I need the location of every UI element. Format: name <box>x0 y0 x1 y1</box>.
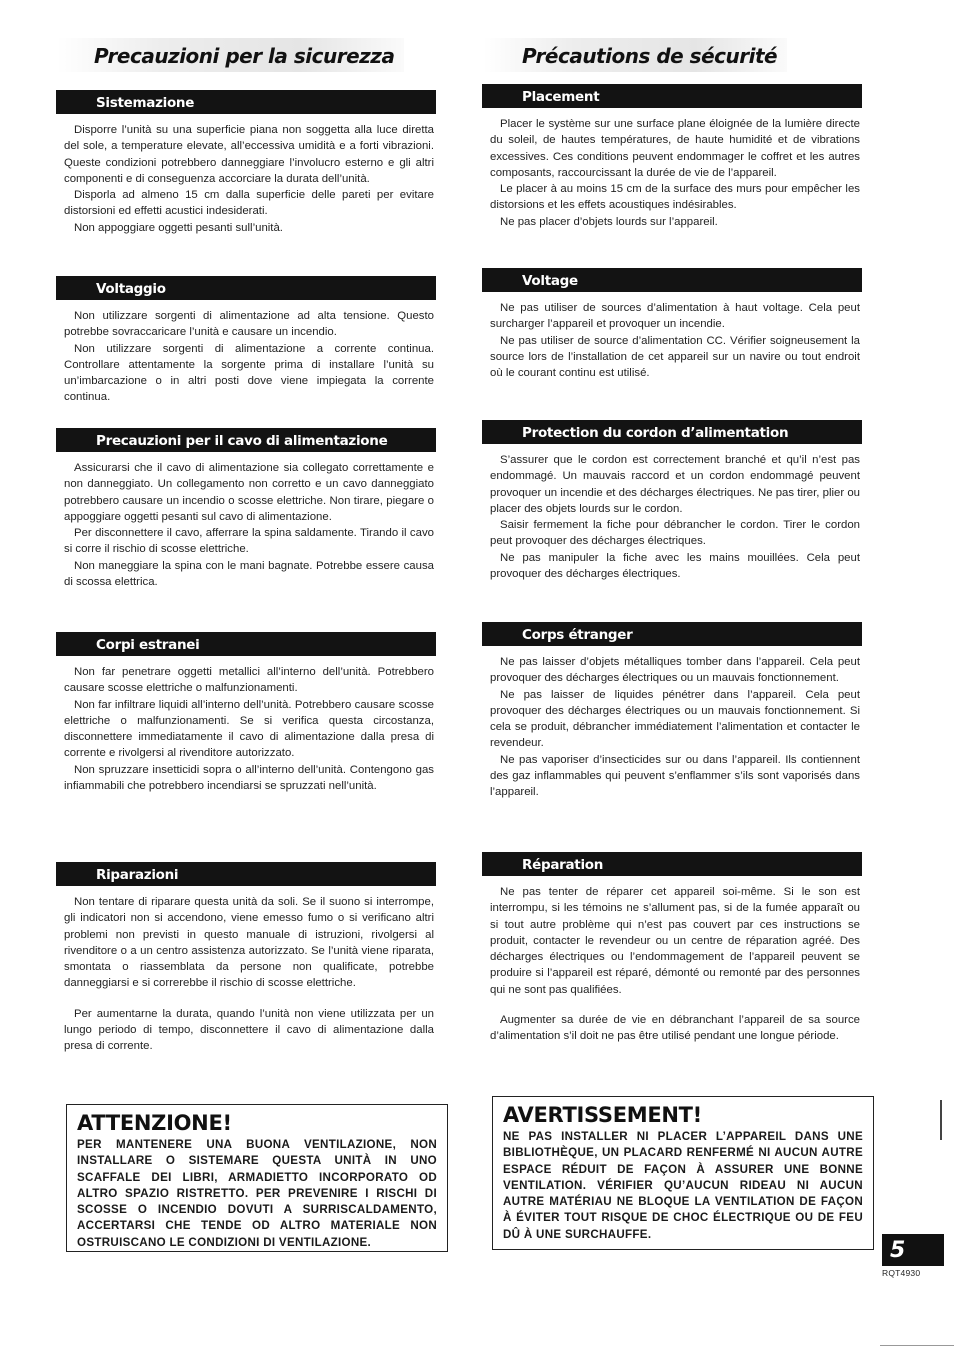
section-heading: Voltage <box>482 268 862 292</box>
section-heading: Voltaggio <box>56 276 436 300</box>
paragraph: Non far penetrare oggetti metallici all’interno dell’unità. Potrebbero causare scosse elettriche o malfunzionamenti. <box>64 666 434 695</box>
paragraph: Ne pas tenter de réparer cet appareil soi-même. Si le son est interrompu, si les témoins ne s’allument pas, si de la fumée apparaît ou si tout autre problème qui n’est pas couvert par ces instructions se produit, contacter le revendeur ou un centre de réparation agréé. Des décharges électriques ou l’endommagement de l’appareil peuvent se produire si l’appareil est réparé, démonté ou remonté par des personnes qui ne sont pas qualifiées. <box>490 886 860 996</box>
paragraph: Non maneggiare la spina con le mani bagnate. Potrebbe essere causa di scossa elettrica. <box>64 559 434 589</box>
section-heading: Corps étranger <box>482 622 862 646</box>
section-heading: Corpi estranei <box>56 632 436 656</box>
section-corpi-estranei <box>56 632 436 794</box>
paragraph: Non appoggiare oggetti pesanti sull’unità. <box>74 221 283 234</box>
page-number: 5 <box>882 1234 944 1266</box>
paragraph: Per disconnettere il cavo, afferrare la spina saldamente. Tirando il cavo si corre il rischio di scosse elettriche. <box>64 527 434 556</box>
paragraph: Non far infiltrare liquidi all’interno dell’unità. Potrebbero causare scosse elettriche o malfunzionamenti. Se si verifica questa circostanza, disconnettere immediatamente il cavo di alimentazione dalla presa di corrente e rivolgersi al rivenditore autorizzato. <box>64 698 434 760</box>
paragraph: Per aumentarne la durata, quando l’unità non viene utilizzata per un lungo periodo di tempo, disconnettere il cavo di alimentazione dalla presa di corrente. <box>64 1007 434 1053</box>
section-heading: Precauzioni per il cavo di alimentazione <box>56 428 436 452</box>
section-body <box>482 108 862 230</box>
paragraph: Non tentare di riparare questa unità da soli. Se il suono si interrompe, gli indicatori non si accendono, viene emesso fumo o si verificano altri problemi non previsti in questo manuale di istruzioni, rivolgersi al rivenditore o a un centro assistenza autorizzato. Se l’unità viene riparata, smontata o riassemblata da persone non qualificate, potrebbe danneggiarsi e si correrebbe il rischio di scosse elettriche. <box>64 896 434 990</box>
paragraph: Ne pas placer d’objets lourds sur l’appareil. <box>500 215 718 228</box>
paragraph: Ne pas manipuler la fiche avec les mains mouillées. Cela peut provoquer des décharges électriques. <box>490 551 860 581</box>
section-body <box>56 656 436 794</box>
section-body <box>56 300 436 406</box>
section-cavo-alimentazione <box>56 428 436 590</box>
section-heading: Protection du cordon d’alimentation <box>482 420 862 444</box>
section-body <box>482 876 862 1045</box>
document-code: RQT4930 <box>882 1268 921 1278</box>
warning-box-italian <box>66 1104 448 1252</box>
warning-title: AVERTISSEMENT! <box>503 1103 702 1127</box>
section-heading: Riparazioni <box>56 862 436 886</box>
paragraph: Disporla ad almeno 15 cm dalla superficie delle pareti per evitare distorsioni ed effetti acustici indesiderati. <box>64 189 434 218</box>
section-sistemazione <box>56 90 436 236</box>
page-title-french: Précautions de sécurité <box>482 38 787 72</box>
paragraph: Le placer à au moins 15 cm de la surface des murs pour empêcher les distorsions et les effets acoustiques indésirables. <box>490 183 860 212</box>
section-body <box>56 114 436 236</box>
section-riparazioni <box>56 862 436 1055</box>
paragraph: Non utilizzare sorgenti di alimentazione ad alta tensione. Questo potrebbe sovraccaricare l’unità e causare un incendio. <box>64 310 434 339</box>
section-heading: Sistemazione <box>56 90 436 114</box>
paragraph: Non utilizzare sorgenti di alimentazione a corrente continua. Controllare attentamente la sorgente prima di installare l’unità su un’imbarcazione o in altri posti dove viene impiegata la corrente continua. <box>64 342 434 404</box>
paragraph: Disporre l’unità su una superficie piana non soggetta alla luce diretta del sole, a temperature elevate, all’eccessiva umidità e a forti vibrazioni. Queste condizioni potrebbero danneggiare l’involucro esterno e gli altri componenti e di conseguenza accorciare la durata dell’unità. <box>64 124 434 185</box>
section-body <box>482 292 862 381</box>
paragraph: Non spruzzare insetticidi sopra o all’interno dell’unità. Contengono gas infiammabili che potrebbero incendiarsi se spruzzati nell’unità. <box>64 763 434 793</box>
section-body <box>482 444 862 582</box>
paragraph: S’assurer que le cordon est correctement branché et qu’il n’est pas endommagé. Un mauvais raccord et un cordon endommagé peuvent provoquer un incendie et des décharges électriques. Ne pas tirer, plier ou placer des objets lourds sur le cordon. <box>490 454 860 515</box>
paragraph: Saisir fermement la fiche pour débrancher le cordon. Tirer le cordon peut provoquer des décharges électriques. <box>490 519 860 548</box>
section-placement <box>482 84 862 230</box>
section-voltaggio <box>56 276 436 406</box>
section-heading: Placement <box>482 84 862 108</box>
section-heading: Réparation <box>482 852 862 876</box>
warning-title: ATTENZIONE! <box>77 1111 232 1135</box>
paragraph: Ne pas vaporiser d’insecticides sur ou dans l’appareil. Ils contiennent des gaz inflammables qui peuvent s’enflammer s’ils sont vaporisés dans l’appareil. <box>490 753 860 799</box>
section-reparation <box>482 852 862 1045</box>
page-edge-mark <box>940 1100 942 1140</box>
paragraph: Augmenter sa durée de vie en débranchant l’appareil de sa source d’alimentation s’il doit ne pas être utilisé pendant une longue période. <box>490 1014 860 1043</box>
paragraph: Placer le système sur une surface plane éloignée de la lumière directe du soleil, de hautes températures, de haute humidité et de vibrations excessives. Ces conditions peuvent endommager le coffret et les autres composants, raccourcissant la durée de vie de l’appareil. <box>490 118 860 179</box>
paragraph: Ne pas laisser d’objets métalliques tomber dans l’appareil. Cela peut provoquer des décharges électriques ou un mauvais fonctionnement. <box>490 656 860 685</box>
section-body <box>56 452 436 590</box>
warning-box-french <box>492 1096 874 1250</box>
page-title-italian: Precauzioni per la sicurezza <box>56 38 404 72</box>
paragraph: Assicurarsi che il cavo di alimentazione sia collegato correttamente e non danneggiato. Un collegamento non corretto e un cavo danneggiato potrebbero causare un incendio o scosse elettriche. Non tirare, piegare o appoggiare oggetti pesanti sul cavo di alimentazione. <box>64 462 434 523</box>
paragraph: Ne pas laisser de liquides pénétrer dans l’appareil. Cela peut provoquer des décharges électriques ou un mauvais fonctionnement. Si cela se produit, débrancher immédiatement l’alimentation et contacter le revendeur. <box>490 688 860 750</box>
warning-text: PER MANTENERE UNA BUONA VENTILAZIONE, NON INSTALLARE O SISTEMARE QUESTA UNITÀ IN UNO SCAFFALE DEI LIBRI, ARMADIETTO INCORPORATO OD ALTRO SPAZIO RISTRETTO. PER PREVENIRE I RISCHI DI SCOSSE O INCENDIO DOVUTI A SURRISCALDAMENTO, ACCERTARSI CHE TENDE OD ALTRO MATERIALE NON OSTRUISCANO LE CONDIZIONI DI VENTILAZIONE. <box>77 1138 437 1249</box>
paragraph: Ne pas utiliser de sources d’alimentation à haut voltage. Cela peut surcharger l’appareil et provoquer un incendie. <box>490 302 860 331</box>
footer-rule <box>880 1345 954 1346</box>
section-voltage <box>482 268 862 381</box>
section-body <box>482 646 862 801</box>
section-corps-etranger <box>482 622 862 801</box>
section-protection-cordon <box>482 420 862 582</box>
section-body <box>56 886 436 1055</box>
warning-text: NE PAS INSTALLER NI PLACER L’APPAREIL DANS UNE BIBLIOTHÈQUE, UN PLACARD RENFERMÉ NI AUCUN AUTRE ESPACE RÉDUIT DE FAÇON À ASSURER UNE BONNE VENTILATION. VÉRIFIER QU’AUCUN RIDEAU NI AUCUN AUTRE MATÉRIAU NE BLOQUE LA VENTILATION DE FAÇON À ÉVITER TOUT RISQUE DE CHOC ÉLECTRIQUE OU DE FEU DÛ À UNE SURCHAUFFE. <box>503 1130 863 1241</box>
paragraph: Ne pas utiliser de source d’alimentation CC. Vérifier soigneusement la source lors de l’installation de cet appareil sur un navire ou tout endroit où le courant continu est utilisé. <box>490 334 860 380</box>
